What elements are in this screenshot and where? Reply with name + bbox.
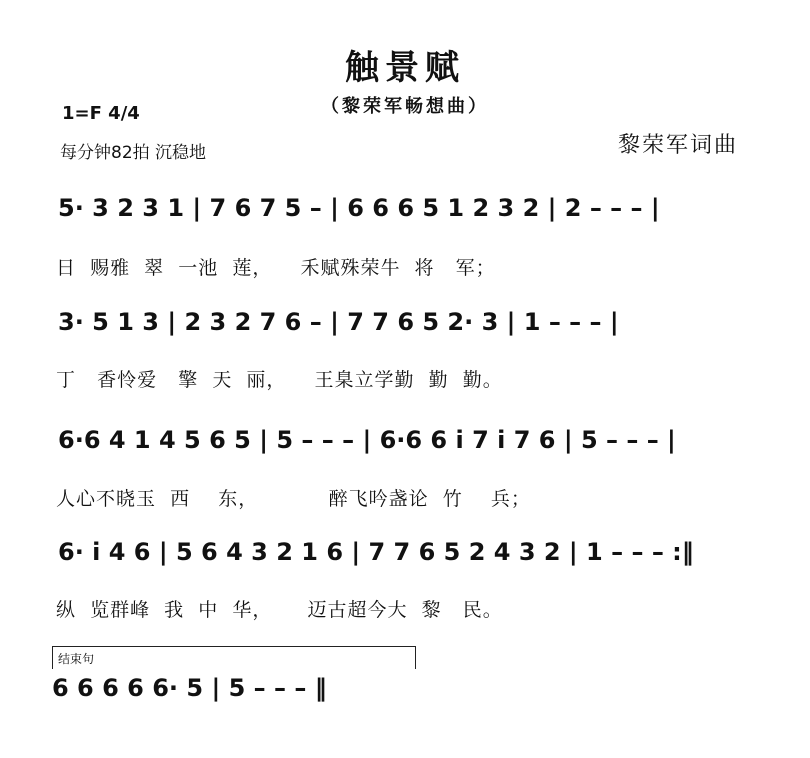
notation-line-2 <box>50 300 790 340</box>
notation-line-2-marks <box>50 300 790 344</box>
notation-line-1-text: 5· 3 2 3 1 | 7 6 7 5 – | 6 6 6 5 1 2 3 2 | 2 – – – | <box>58 194 660 222</box>
notation-line-1 <box>50 186 790 226</box>
notation-line-4-text: 6· i 4 6 | 5 6 4 3 2 1 6 | 7 7 6 5 2 4 3 2 | 1 – – – :‖ <box>58 538 694 566</box>
song-title: 触景赋 <box>345 48 465 88</box>
notation-line-3-marks <box>50 418 790 462</box>
composer-credit: 黎荣军词曲 <box>618 133 739 158</box>
ending-notation-marks <box>50 666 790 710</box>
notation-line-4-marks <box>50 530 790 574</box>
ending-label: 结束句 <box>58 652 95 666</box>
ending-notation <box>50 666 790 706</box>
notation-line-3-text: 6·6 4 1 4 5 6 5 | 5 – – – | 6·6 6 i 7 i 7 6 | 5 – – – | <box>58 426 676 454</box>
tempo-marking: 每分钟82拍 沉稳地 <box>60 143 207 163</box>
lyric-line-3: 人心不晓玉 西 东， 醉飞吟盏论 竹 兵； <box>56 488 531 510</box>
notation-line-4 <box>50 530 790 570</box>
notation-line-2-text: 3· 5 1 3 | 2 3 2 7 6 – | 7 7 6 5 2· 3 | 1 – – – | <box>58 308 619 336</box>
lyric-line-1: 日 赐雅 翠 一池 莲， 禾赋殊荣牛 将 军； <box>56 257 496 279</box>
notation-line-3 <box>50 418 790 458</box>
notation-line-1-marks <box>50 186 790 230</box>
key-signature: 1=F 4/4 <box>62 103 140 124</box>
lyric-line-4: 纵 览群峰 我 中 华， 迈古超今大 黎 民。 <box>56 599 503 621</box>
lyric-line-2: 丁 香怜爱 擎 天 丽， 王臬立学勤 勤 勤。 <box>56 369 503 391</box>
ending-notation-text: 6 6 6 6 6· 5 | 5 – – – ‖ <box>52 674 327 702</box>
song-subtitle: （黎荣军畅想曲） <box>321 96 489 117</box>
